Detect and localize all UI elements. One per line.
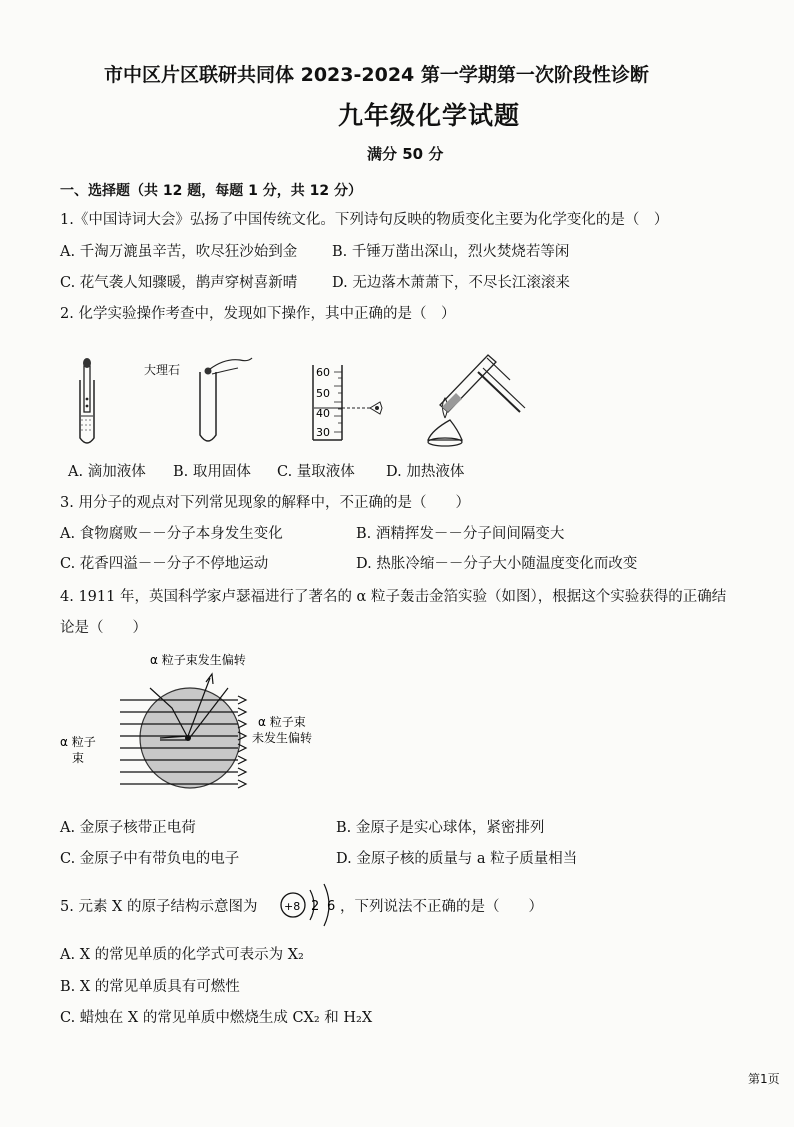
q5-option-c: C. 蜡烛在 X 的常见单质中燃烧生成 CX₂ 和 H₂X xyxy=(60,1010,373,1026)
q4-option-b: B. 金原子是实心球体，紧密排列 xyxy=(336,820,545,836)
test-tube-dropper-icon xyxy=(80,358,94,443)
svg-text:6: 6 xyxy=(327,899,336,914)
question-2-stem: 2. 化学实验操作考查中，发现如下操作，其中正确的是（ ） xyxy=(60,306,456,322)
question-5-stem-before: 5. 元素 X 的原子结构示意图为 xyxy=(60,899,258,915)
q5-option-b: B. X 的常见单质具有可燃性 xyxy=(60,979,240,995)
q3-option-a: A. 食物腐败－－分子本身发生变化 xyxy=(60,526,283,542)
marble-label: 大理石 xyxy=(144,363,181,377)
svg-text:+8: +8 xyxy=(284,900,301,913)
rutherford-experiment-figure xyxy=(60,648,360,808)
q5-option-a: A. X 的常见单质的化学式可表示为 X₂ xyxy=(60,947,304,963)
svg-text:50: 50 xyxy=(316,387,330,400)
question-4-stem-line1: 4. 1911 年，英国科学家卢瑟福进行了著名的 α 粒子轰击金箔实验（如图），根据这个实验获得的正确结 xyxy=(60,589,727,605)
svg-text:2: 2 xyxy=(311,899,320,914)
svg-text:40: 40 xyxy=(316,407,330,420)
exam-title: 市中区片区联研共同体 2023-2024 第一学期第一次阶段性诊断 xyxy=(104,64,649,86)
section-heading: 一、选择题（共 12 题，每题 1 分，共 12 分） xyxy=(60,183,362,199)
graduated-cylinder-icon xyxy=(313,365,382,440)
q1-option-c: C. 花气袭人知骤暖，鹊声穿树喜新晴 xyxy=(60,275,298,291)
q4-option-d: D. 金原子核的质量与 a 粒子质量相当 xyxy=(336,851,578,867)
svg-text:α 粒子束发生偏转: α 粒子束发生偏转 xyxy=(150,653,246,667)
q2-option-d: D. 加热液体 xyxy=(386,464,465,480)
q4-option-c: C. 金原子中有带负电的电子 xyxy=(60,851,240,867)
atomic-structure-diagram xyxy=(278,878,348,928)
svg-text:未发生偏转: 未发生偏转 xyxy=(252,731,313,745)
lab-operations-figure xyxy=(60,350,540,455)
full-score: 满分 50 分 xyxy=(367,145,444,163)
q2-option-a: A. 滴加液体 xyxy=(68,464,146,480)
svg-text:60: 60 xyxy=(316,366,330,379)
q3-option-b: B. 酒精挥发－－分子间间隔变大 xyxy=(356,526,565,542)
svg-text:α 粒子束: α 粒子束 xyxy=(258,715,306,729)
marble-test-tube-icon xyxy=(144,358,252,441)
q2-option-c: C. 量取液体 xyxy=(277,464,355,480)
q3-option-d: D. 热胀冷缩－－分子大小随温度变化而改变 xyxy=(356,556,638,572)
q4-option-a: A. 金原子核带正电荷 xyxy=(60,820,196,836)
exam-subtitle: 九年级化学试题 xyxy=(338,101,521,130)
question-4-stem-line2: 论是（ ） xyxy=(60,620,147,636)
page-number: 第1页 xyxy=(748,1072,780,1086)
svg-text:束: 束 xyxy=(72,751,85,765)
question-1-stem: 1.《中国诗词大会》弘扬了中国传统文化。下列诗句反映的物质变化主要为化学变化的是（ ） xyxy=(60,212,669,228)
heating-test-tube-icon xyxy=(428,355,525,446)
question-3-stem: 3. 用分子的观点对下列常见现象的解释中，不正确的是（ ） xyxy=(60,495,470,511)
q3-option-c: C. 花香四溢－－分子不停地运动 xyxy=(60,556,269,572)
q2-option-b: B. 取用固体 xyxy=(173,464,251,480)
q1-option-b: B. 千锤万凿出深山，烈火焚烧若等闲 xyxy=(332,244,570,260)
q1-option-a: A. 千淘万漉虽辛苦，吹尽狂沙始到金 xyxy=(60,244,298,260)
svg-text:α 粒子: α 粒子 xyxy=(60,735,96,749)
svg-text:30: 30 xyxy=(316,426,330,439)
q1-option-d: D. 无边落木萧萧下，不尽长江滚滚来 xyxy=(332,275,570,291)
question-5-stem-after: ，下列说法不正确的是（ ） xyxy=(340,899,543,915)
